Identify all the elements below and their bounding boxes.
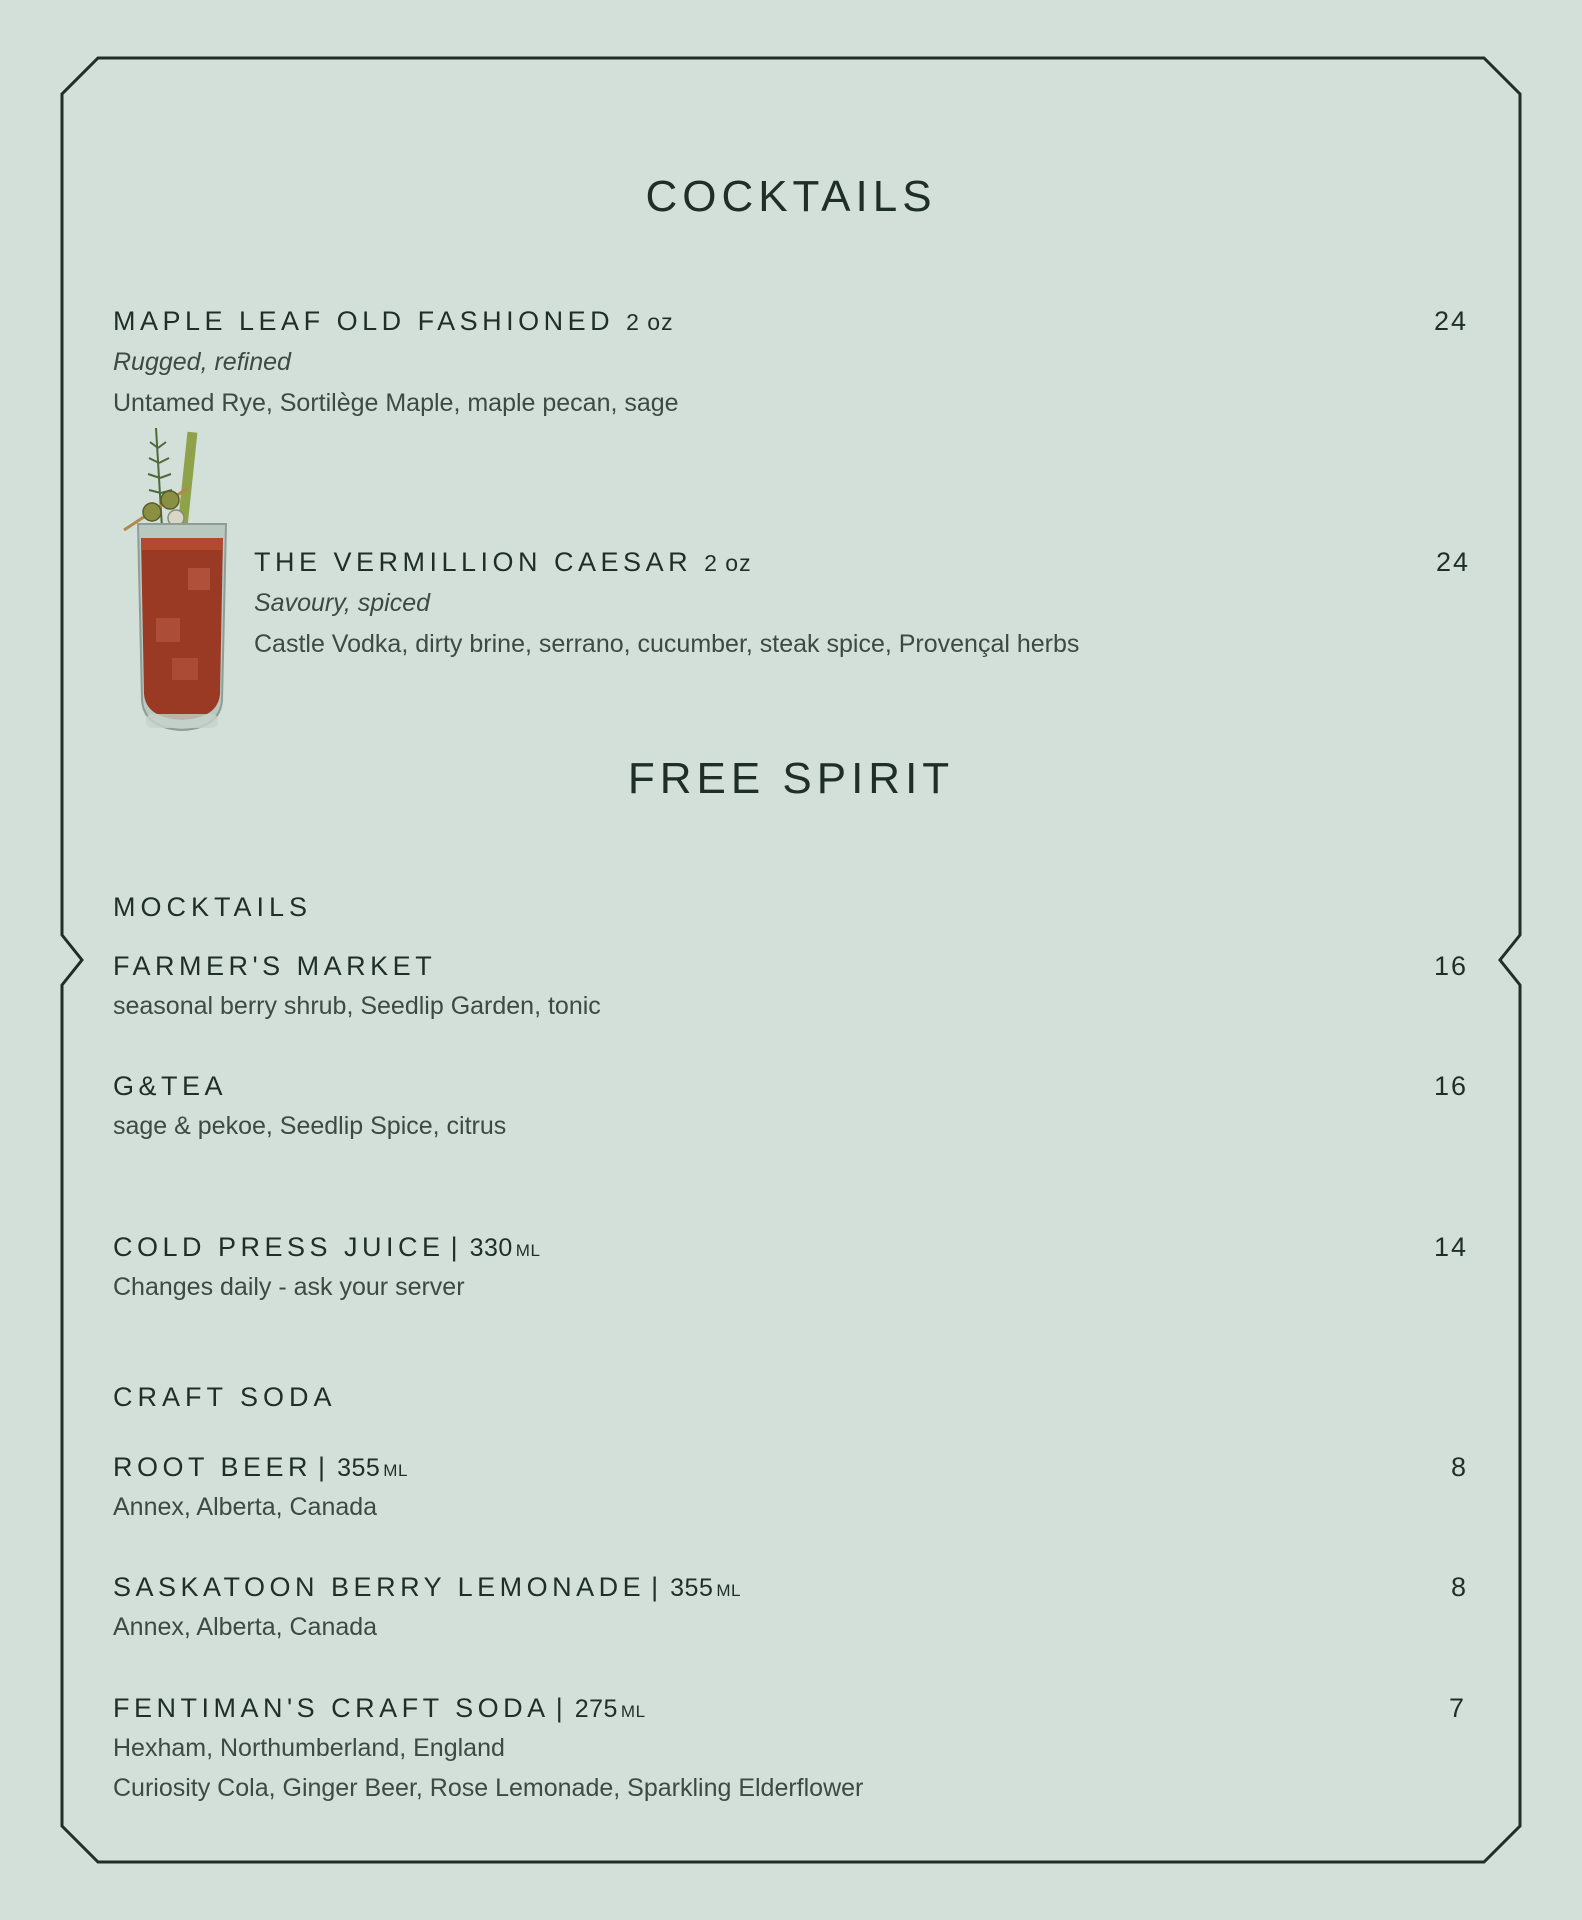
item-title: G&TEA bbox=[113, 1071, 228, 1101]
item-title: THE VERMILLION CAESAR bbox=[254, 547, 693, 577]
item-description: Changes daily - ask your server bbox=[113, 1273, 465, 1301]
item-tagline: Savoury, spiced bbox=[254, 589, 431, 617]
item-separator: | bbox=[450, 1232, 458, 1262]
item-description: Untamed Rye, Sortilège Maple, maple pecan, sage bbox=[113, 389, 679, 417]
item-volume: 275 bbox=[574, 1695, 618, 1723]
item-unit: ML bbox=[716, 1581, 741, 1600]
item-volume: 355 bbox=[670, 1574, 714, 1602]
item-price: 24 bbox=[1433, 306, 1468, 336]
caesar-glass-icon bbox=[118, 428, 238, 738]
item-price: 14 bbox=[1433, 1232, 1468, 1262]
item-title: COLD PRESS JUICE bbox=[113, 1232, 445, 1262]
menu-item-name bbox=[254, 547, 752, 578]
item-flavors: Curiosity Cola, Ginger Beer, Rose Lemonade, Sparkling Elderflower bbox=[113, 1774, 864, 1802]
item-title: ROOT BEER bbox=[113, 1452, 313, 1482]
item-title: FENTIMAN'S CRAFT SODA bbox=[113, 1693, 550, 1723]
item-description: Annex, Alberta, Canada bbox=[113, 1493, 378, 1521]
item-volume: 355 bbox=[337, 1454, 381, 1482]
item-size: 2 oz bbox=[626, 309, 674, 335]
item-unit: ML bbox=[515, 1241, 541, 1260]
item-size: 2 oz bbox=[704, 550, 752, 576]
item-price: 16 bbox=[1433, 951, 1468, 981]
item-price: 8 bbox=[1450, 1452, 1468, 1482]
menu-item-name bbox=[113, 306, 674, 337]
menu-item-name bbox=[113, 1572, 741, 1603]
item-description: Hexham, Northumberland, England bbox=[113, 1734, 505, 1762]
item-separator: | bbox=[555, 1693, 563, 1723]
menu-item-name bbox=[113, 1232, 540, 1263]
cocktails-title: COCKTAILS bbox=[645, 172, 937, 221]
item-title: SASKATOON BERRY LEMONADE bbox=[113, 1572, 646, 1602]
item-description: Castle Vodka, dirty brine, serrano, cucumber, steak spice, Provençal herbs bbox=[254, 630, 1080, 658]
item-price: 8 bbox=[1450, 1572, 1468, 1602]
item-unit: ML bbox=[383, 1461, 408, 1480]
item-separator: | bbox=[318, 1452, 326, 1482]
item-title: FARMER'S MARKET bbox=[113, 951, 437, 981]
mocktails-heading: MOCKTAILS bbox=[113, 892, 313, 922]
item-separator: | bbox=[651, 1572, 659, 1602]
craft-soda-heading: CRAFT SODA bbox=[113, 1382, 337, 1412]
item-title: MAPLE LEAF OLD FASHIONED bbox=[113, 306, 615, 336]
item-price: 24 bbox=[1435, 547, 1470, 577]
item-volume: 330 bbox=[469, 1234, 513, 1262]
item-tagline: Rugged, refined bbox=[113, 348, 291, 376]
item-description: seasonal berry shrub, Seedlip Garden, tonic bbox=[113, 992, 601, 1020]
item-price: 16 bbox=[1433, 1071, 1468, 1101]
menu-item-name bbox=[113, 1693, 646, 1724]
item-unit: ML bbox=[620, 1702, 646, 1721]
item-price: 7 bbox=[1448, 1693, 1466, 1723]
free-spirit-title: FREE SPIRIT bbox=[627, 754, 955, 803]
item-description: sage & pekoe, Seedlip Spice, citrus bbox=[113, 1112, 507, 1140]
item-description: Annex, Alberta, Canada bbox=[113, 1613, 378, 1641]
menu-item-name bbox=[113, 1452, 408, 1483]
